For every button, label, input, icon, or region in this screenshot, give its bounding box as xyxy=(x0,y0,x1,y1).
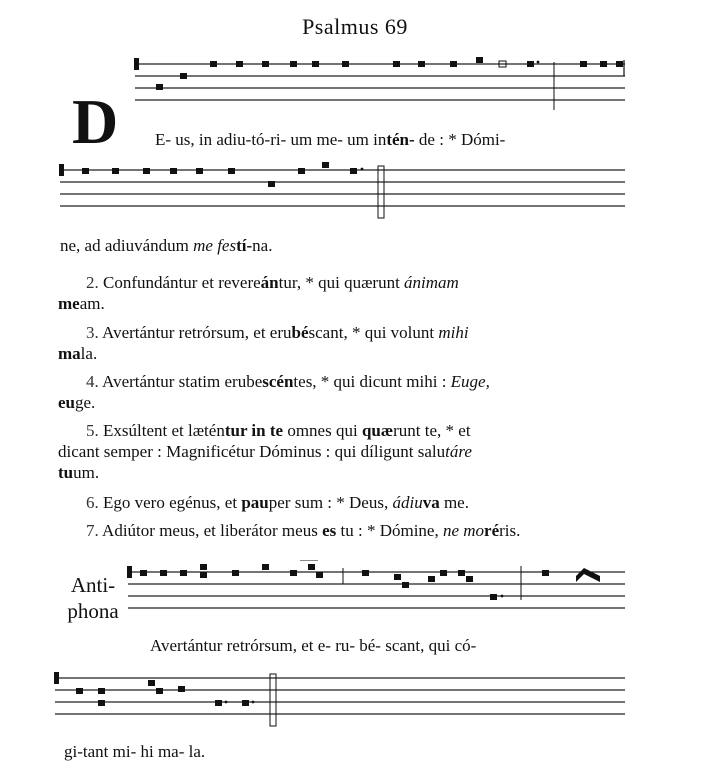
verse-text: tes, * qui dicunt mihi : xyxy=(293,372,451,391)
verse-bold: quæ xyxy=(361,421,394,440)
verse-text: per sum : * Deus, xyxy=(268,493,393,512)
lyric-bold: tén- xyxy=(386,130,415,149)
verse-text: Avertántur statim erube xyxy=(98,372,263,391)
verse-number: 4. xyxy=(86,372,99,391)
verse-italic: ánimam xyxy=(404,273,459,292)
chant-staff-3 xyxy=(0,560,710,622)
verse-italic: ádiu xyxy=(392,493,423,512)
verse-text: la. xyxy=(80,344,98,363)
verse-text: ris. xyxy=(499,521,521,540)
verse-text: scant, * qui volunt xyxy=(308,323,439,342)
verse-text: ge. xyxy=(75,393,96,412)
verse-text: um. xyxy=(73,463,100,482)
verse-number: 2. xyxy=(86,273,99,292)
verse-text: Exsúltent et lætén xyxy=(98,421,225,440)
verse-bold: scén xyxy=(262,372,294,391)
verse-text: me. xyxy=(439,493,469,512)
verse-7 xyxy=(58,520,624,541)
verse-text: tu : * Dómine, xyxy=(336,521,443,540)
verse-text: runt te, * et xyxy=(393,421,471,440)
drop-cap: D xyxy=(72,86,119,157)
verse-5 xyxy=(58,420,624,483)
verse-italic: mihi xyxy=(438,323,469,342)
antiphona-label-line: phona xyxy=(67,599,119,623)
antiphona-label-line: Anti- xyxy=(70,573,116,597)
verse-italic: táre xyxy=(445,442,472,461)
verse-3 xyxy=(58,322,624,364)
verse-bold: es xyxy=(322,521,337,540)
verse-bold: ré xyxy=(484,521,500,540)
verse-text: Confundántur et revere xyxy=(98,273,261,292)
verse-text: omnes qui xyxy=(283,421,362,440)
lyric-italic: s xyxy=(229,236,237,255)
verse-text: am. xyxy=(79,294,105,313)
lyric-italic: me fe xyxy=(193,236,230,255)
verse-bold: tu xyxy=(58,463,74,482)
chant-lyric-1 xyxy=(155,130,505,150)
verse-text: Adiútor meus, et liberátor meus xyxy=(98,521,323,540)
lyric-text: na. xyxy=(252,236,273,255)
page-title: Psalmus 69 xyxy=(302,14,408,39)
verse-text: tur, * qui quærunt xyxy=(278,273,405,292)
chant-staff-2 xyxy=(0,160,710,222)
verse-text: Avertántur retrórsum, et eru xyxy=(98,323,292,342)
lyric-bold: tí- xyxy=(236,236,253,255)
verse-bold: tur in te xyxy=(224,421,284,440)
verse-bold: me xyxy=(58,294,80,313)
verse-bold: eu xyxy=(58,393,75,412)
verse-bold: ma xyxy=(58,344,81,363)
lyric-text: E- us, in adiu-tó-ri- um me- um in xyxy=(155,130,387,149)
verse-number: 7. xyxy=(86,521,99,540)
antiphon-lyric-2: gi-tant mi- hi ma- la. xyxy=(64,742,206,761)
verse-italic: Euge, xyxy=(450,372,490,391)
verse-4 xyxy=(58,371,624,413)
verse-6 xyxy=(58,492,624,513)
chant-staff-4 xyxy=(0,668,710,730)
verse-bold: pau xyxy=(241,493,269,512)
antiphon-lyric-1: Avertántur retrórsum, et e- ru- bé- scant, qui có- xyxy=(150,636,477,655)
verse-text: Ego vero egénus, et xyxy=(98,493,242,512)
verse-italic: ne mo xyxy=(442,521,485,540)
verse-number: 5. xyxy=(86,421,99,440)
verse-number: 6. xyxy=(86,493,99,512)
verse-bold: án xyxy=(260,273,279,292)
verse-bold: bé xyxy=(291,323,309,342)
verse-bold: va xyxy=(422,493,440,512)
verse-number: 3. xyxy=(86,323,99,342)
verse-text: dicant semper : Magnificétur Dóminus : qui díligunt salu xyxy=(58,442,446,461)
lyric-text: de : * Dómi- xyxy=(414,130,506,149)
verse-2 xyxy=(58,272,624,314)
chant-lyric-2 xyxy=(60,236,272,256)
lyric-text: ne, ad adiuvándum xyxy=(60,236,194,255)
